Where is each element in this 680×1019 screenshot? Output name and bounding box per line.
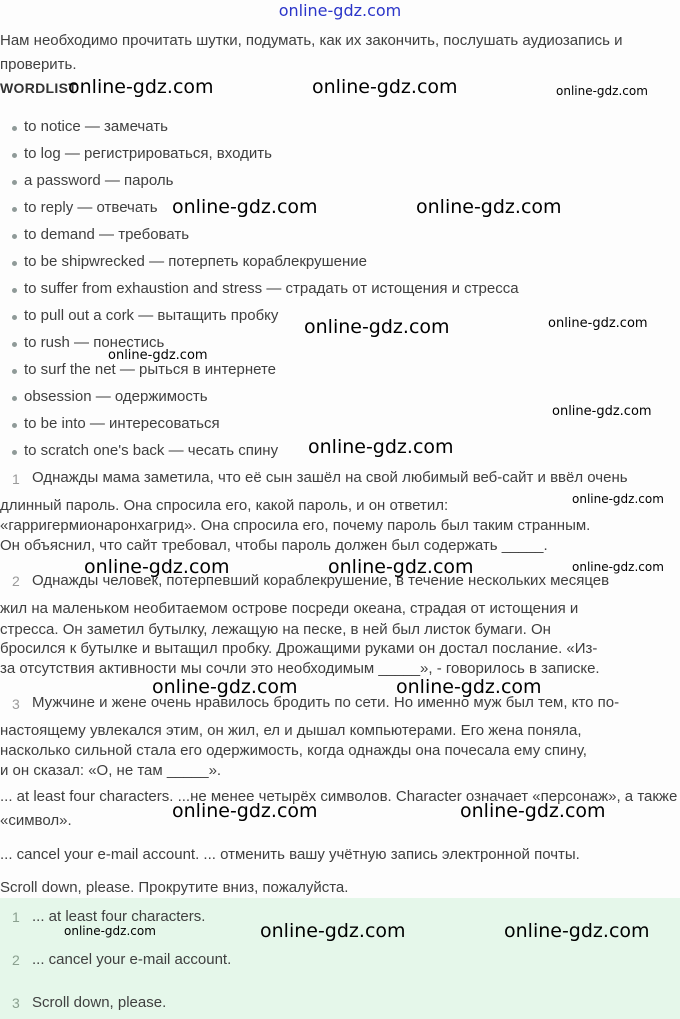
- answers-panel: [0, 898, 680, 1019]
- watermark: online-gdz.com: [152, 676, 298, 698]
- watermark: online-gdz.com: [260, 920, 406, 942]
- watermark: online-gdz.com: [328, 556, 474, 578]
- wordlist-item: to log — регистрироваться, входить: [24, 145, 272, 162]
- exercise-line: Однажды человек, потерпевший кораблекрушение, в течение нескольких месяцев: [32, 572, 610, 589]
- answer-number: 2: [12, 952, 20, 968]
- exercise-line: стресса. Он заметил бутылку, лежащую на песке, в ней был листок бумаги. Он: [0, 621, 551, 638]
- answer-number: 1: [12, 909, 20, 925]
- watermark: online-gdz.com: [416, 196, 562, 218]
- exercise-line: бросился к бутылке и вытащил пробку. Дрожащими руками он достал послание. «Из-: [0, 640, 598, 657]
- exercise-line: Мужчине и жене очень нравилось бродить по сети. Но именно муж был тем, кто по-: [32, 694, 620, 711]
- watermark: online-gdz.com: [64, 924, 156, 938]
- watermark: online-gdz.com: [548, 316, 648, 331]
- intro-text: Нам необходимо прочитать шутки, подумать, как их закончить, послушать аудиозапись и проверить.: [0, 32, 623, 73]
- watermark: online-gdz.com: [556, 84, 648, 98]
- watermark: online-gdz.com: [312, 76, 458, 98]
- wordlist-title: WORDLIST: [0, 80, 78, 96]
- bullet-icon: [12, 207, 17, 212]
- wordlist-item: to reply — отвечать: [24, 199, 158, 216]
- bullet-icon: [12, 126, 17, 131]
- answer-number: 3: [12, 995, 20, 1011]
- watermark: online-gdz.com: [572, 492, 664, 506]
- exercise-line: за отсутствия активности мы сочли это необходимым _____», - говорилось в записке.: [0, 660, 600, 677]
- exercise-number: 2: [12, 573, 20, 589]
- watermark: online-gdz.com: [460, 800, 606, 822]
- site-watermark-header: online-gdz.com: [278, 1, 402, 20]
- exercise-line: и он сказал: «О, не там _____».: [0, 762, 222, 779]
- exercise-line: жил на маленьком необитаемом острове посреди океана, страдая от истощения и: [0, 600, 579, 617]
- bullet-icon: [12, 396, 17, 401]
- watermark: online-gdz.com: [308, 436, 454, 458]
- answer-text: ... at least four characters.: [32, 908, 206, 925]
- wordlist-item: obsession — одержимость: [24, 388, 208, 405]
- note-characters: ... at least four characters. ...не менее четырёх символов. Character означает «персонаж», а также «символ».: [0, 788, 678, 829]
- exercise-number: 3: [12, 696, 20, 712]
- note-scroll-down: Scroll down, please. Прокрутите вниз, пожалуйста.: [0, 879, 349, 896]
- exercise-line: насколько сильной стала его одержимость, когда однажды она почесала ему спину,: [0, 742, 587, 759]
- exercise-line: «гарригермионаронхагрид». Она спросила его, почему пароль был таким странным.: [0, 517, 591, 534]
- wordlist-item: to notice — замечать: [24, 118, 168, 135]
- wordlist-item: to pull out a cork — вытащить пробку: [24, 307, 279, 324]
- bullet-icon: [12, 423, 17, 428]
- exercise-line: длинный пароль. Она спросила его, какой пароль, и он ответил:: [0, 497, 449, 514]
- exercise-line: Однажды мама заметила, что её сын зашёл на свой любимый веб-сайт и ввёл очень: [32, 469, 628, 486]
- exercise-number: 1: [12, 471, 20, 487]
- wordlist-item: to scratch one's back — чесать спину: [24, 442, 279, 459]
- wordlist-item: to suffer from exhaustion and stress — страдать от истощения и стресса: [24, 280, 519, 297]
- bullet-icon: [12, 234, 17, 239]
- watermark: online-gdz.com: [504, 920, 650, 942]
- bullet-icon: [12, 261, 17, 266]
- note-cancel-account: ... cancel your e-mail account. ... отменить вашу учётную запись электронной почты.: [0, 846, 580, 863]
- bullet-icon: [12, 315, 17, 320]
- bullet-icon: [12, 180, 17, 185]
- watermark: online-gdz.com: [396, 676, 542, 698]
- bullet-icon: [12, 153, 17, 158]
- wordlist-item: to demand — требовать: [24, 226, 190, 243]
- wordlist-item: to be shipwrecked — потерпеть кораблекрушение: [24, 253, 367, 270]
- wordlist-item: a password — пароль: [24, 172, 174, 189]
- bullet-icon: [12, 288, 17, 293]
- wordlist-item: to surf the net — рыться в интернете: [24, 361, 277, 378]
- watermark: online-gdz.com: [68, 76, 214, 98]
- watermark: online-gdz.com: [172, 196, 318, 218]
- answer-text: Scroll down, please.: [32, 994, 167, 1011]
- bullet-icon: [12, 369, 17, 374]
- watermark: online-gdz.com: [172, 800, 318, 822]
- wordlist-item: to rush — понестись: [24, 334, 165, 351]
- answer-text: ... cancel your e-mail account.: [32, 951, 232, 968]
- watermark: online-gdz.com: [304, 316, 450, 338]
- exercise-line: Он объяснил, что сайт требовал, чтобы пароль должен был содержать _____.: [0, 537, 548, 554]
- watermark: online-gdz.com: [572, 560, 664, 574]
- wordlist-item: to be into — интересоваться: [24, 415, 220, 432]
- bullet-icon: [12, 450, 17, 455]
- watermark: online-gdz.com: [84, 556, 230, 578]
- bullet-icon: [12, 342, 17, 347]
- watermark: online-gdz.com: [108, 348, 208, 363]
- exercise-line: настоящему увлекался этим, он жил, ел и дышал компьютерами. Его жена поняла,: [0, 722, 582, 739]
- watermark: online-gdz.com: [552, 404, 652, 419]
